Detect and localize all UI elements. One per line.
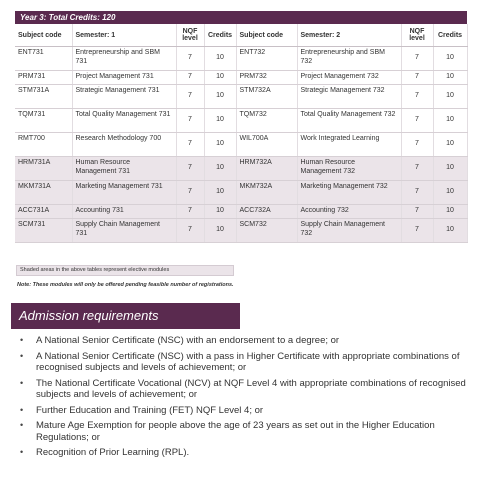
table-row — [15, 133, 467, 157]
admission-item-text: The National Certificate Vocational (NCV) at NQF Level 4 with appropriate combinations of recognised subjects and levels of achievement; or — [36, 377, 466, 400]
credits-cell: 10 — [433, 71, 467, 85]
nqf-level-cell: 7 — [401, 71, 433, 85]
credits-cell: 10 — [204, 205, 236, 219]
credits-cell: 10 — [204, 71, 236, 85]
credits-cell: 10 — [433, 109, 467, 133]
credits-cell: 10 — [433, 85, 467, 109]
bullet-icon: • — [20, 335, 24, 345]
credits-cell: 10 — [433, 157, 467, 181]
nqf-level-cell: 7 — [401, 205, 433, 219]
admission-item — [14, 447, 474, 459]
nqf-level-cell: 7 — [176, 85, 204, 109]
nqf-level-cell: 7 — [176, 205, 204, 219]
credits-cell: 10 — [204, 85, 236, 109]
bullet-icon: • — [20, 420, 24, 430]
admission-item-text: Recognition of Prior Learning (RPL). — [36, 447, 190, 458]
subject-code-cell: RMT700 — [15, 133, 72, 157]
table-row — [15, 205, 467, 219]
admission-item — [14, 420, 474, 443]
table-row — [15, 181, 467, 205]
subject-name-cell: Strategic Management 732 — [297, 85, 401, 109]
admission-list — [14, 335, 474, 463]
credits-cell: 10 — [433, 205, 467, 219]
admission-title: Admission requirements — [11, 303, 240, 329]
subject-name-cell: Project Management 731 — [72, 71, 176, 85]
table-row — [15, 157, 467, 181]
year-header: Year 3: Total Credits: 120 — [15, 11, 467, 24]
subject-name-cell: Supply Chain Management 732 — [297, 219, 401, 243]
nqf-level-cell: 7 — [401, 109, 433, 133]
subject-name-cell: Supply Chain Management 731 — [72, 219, 176, 243]
subject-name-cell: Human Resource Management 731 — [72, 157, 176, 181]
admission-item-text: A National Senior Certificate (NSC) with a pass in Higher Certificate with appropriate combinations of recognised subjects and levels of achievement; or — [36, 350, 460, 373]
admission-item — [14, 351, 474, 374]
subject-code-cell: PRM731 — [15, 71, 72, 85]
subject-code-cell: STM731A — [15, 85, 72, 109]
nqf-level-cell: 7 — [401, 47, 433, 71]
nqf-level-cell: 7 — [176, 71, 204, 85]
subject-code-cell: MKM732A — [236, 181, 297, 205]
subject-code-cell: ENT731 — [15, 47, 72, 71]
subject-code-cell: PRM732 — [236, 71, 297, 85]
subject-name-cell: Project Management 732 — [297, 71, 401, 85]
subject-name-cell: Human Resource Management 732 — [297, 157, 401, 181]
credits-cell: 10 — [433, 47, 467, 71]
nqf-level-cell: 7 — [176, 219, 204, 243]
col-header: Subject code — [15, 24, 72, 47]
admission-item-text: A National Senior Certificate (NSC) with an endorsement to a degree; or — [36, 335, 340, 346]
table-row — [15, 85, 467, 109]
col-header: NQF level — [401, 24, 433, 47]
subject-code-cell: SCM731 — [15, 219, 72, 243]
registration-note: Note: These modules will only be offered pending feasible number of registrations. — [17, 282, 234, 288]
table-header-row — [15, 24, 467, 47]
elective-legend: Shaded areas in the above tables represent elective modules — [16, 265, 234, 276]
credits-cell: 10 — [204, 47, 236, 71]
nqf-level-cell: 7 — [401, 157, 433, 181]
credits-cell: 10 — [204, 157, 236, 181]
col-header: Semester: 2 — [297, 24, 401, 47]
col-header: NQF level — [176, 24, 204, 47]
subject-code-cell: STM732A — [236, 85, 297, 109]
nqf-level-cell: 7 — [176, 133, 204, 157]
bullet-icon: • — [20, 447, 24, 457]
credits-cell: 10 — [433, 181, 467, 205]
subject-name-cell: Entrepreneurship and SBM 732 — [297, 47, 401, 71]
nqf-level-cell: 7 — [176, 181, 204, 205]
bullet-icon: • — [20, 404, 24, 415]
subject-name-cell: Accounting 731 — [72, 205, 176, 219]
table-row — [15, 219, 467, 243]
subject-code-cell: TQM731 — [15, 109, 72, 133]
nqf-level-cell: 7 — [401, 181, 433, 205]
curriculum-table — [15, 24, 468, 243]
nqf-level-cell: 7 — [176, 157, 204, 181]
admission-item-text: Mature Age Exemption for people above the age of 23 years as set out in the Higher Education Regulations; or — [36, 420, 435, 443]
subject-name-cell: Marketing Management 731 — [72, 181, 176, 205]
col-header: Subject code — [236, 24, 297, 47]
subject-name-cell: Entrepreneurship and SBM 731 — [72, 47, 176, 71]
bullet-icon: • — [20, 350, 24, 361]
subject-code-cell: SCM732 — [236, 219, 297, 243]
nqf-level-cell: 7 — [401, 85, 433, 109]
subject-code-cell: WIL700A — [236, 133, 297, 157]
col-header: Semester: 1 — [72, 24, 176, 47]
credits-cell: 10 — [204, 219, 236, 243]
col-header: Credits — [433, 24, 467, 47]
subject-name-cell: Strategic Management 731 — [72, 85, 176, 109]
subject-name-cell: Accounting 732 — [297, 205, 401, 219]
subject-code-cell: HRM731A — [15, 157, 72, 181]
subject-code-cell: ENT732 — [236, 47, 297, 71]
admission-item — [14, 335, 474, 347]
subject-code-cell: ACC732A — [236, 205, 297, 219]
subject-name-cell: Research Methodology 700 — [72, 133, 176, 157]
subject-name-cell: Total Quality Management 731 — [72, 109, 176, 133]
bullet-icon: • — [20, 377, 24, 388]
admission-item — [14, 405, 474, 417]
credits-cell: 10 — [433, 219, 467, 243]
admission-item — [14, 378, 474, 401]
nqf-level-cell: 7 — [176, 109, 204, 133]
credits-cell: 10 — [433, 133, 467, 157]
subject-name-cell: Total Quality Management 732 — [297, 109, 401, 133]
subject-code-cell: HRM732A — [236, 157, 297, 181]
subject-name-cell: Marketing Management 732 — [297, 181, 401, 205]
col-header: Credits — [204, 24, 236, 47]
subject-code-cell: ACC731A — [15, 205, 72, 219]
credits-cell: 10 — [204, 109, 236, 133]
subject-code-cell: TQM732 — [236, 109, 297, 133]
nqf-level-cell: 7 — [401, 219, 433, 243]
subject-code-cell: MKM731A — [15, 181, 72, 205]
admission-item-text: Further Education and Training (FET) NQF Level 4; or — [36, 404, 264, 416]
credits-cell: 10 — [204, 181, 236, 205]
subject-name-cell: Work Integrated Learning — [297, 133, 401, 157]
nqf-level-cell: 7 — [401, 133, 433, 157]
nqf-level-cell: 7 — [176, 47, 204, 71]
curriculum-table-section — [15, 11, 467, 243]
table-row — [15, 71, 467, 85]
table-row — [15, 109, 467, 133]
credits-cell: 10 — [204, 133, 236, 157]
table-row — [15, 47, 467, 71]
